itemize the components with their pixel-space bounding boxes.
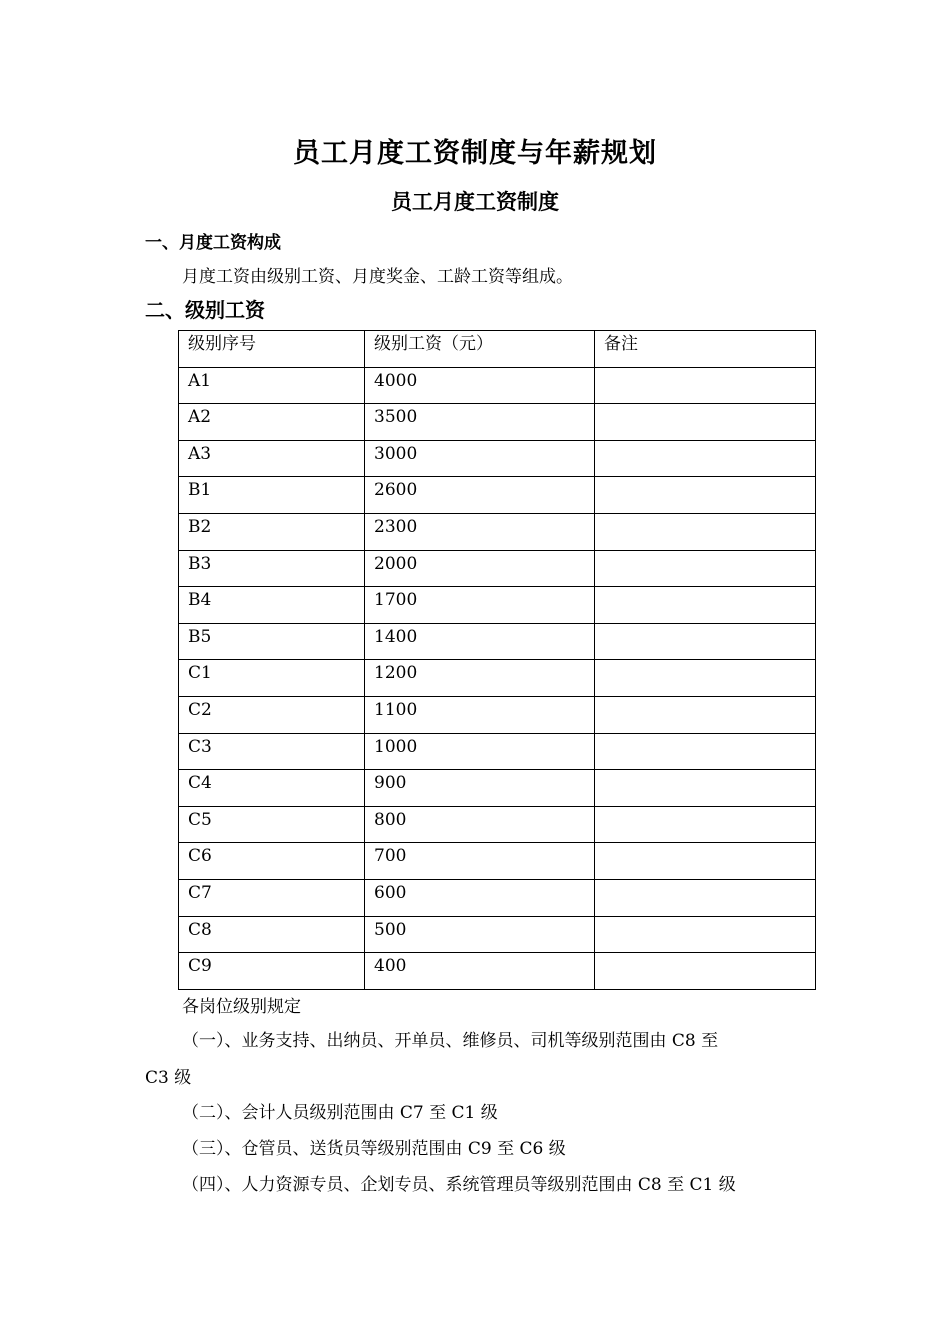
header-salary: 级别工资（元） bbox=[365, 331, 595, 368]
rule-1-continued: C3 级 bbox=[145, 1068, 192, 1088]
cell-salary: 900 bbox=[365, 770, 595, 807]
table-row bbox=[179, 660, 816, 697]
cell-grade: C7 bbox=[179, 879, 365, 916]
cell-remark bbox=[595, 550, 816, 587]
table-row bbox=[179, 770, 816, 807]
cell-remark bbox=[595, 513, 816, 550]
cell-remark bbox=[595, 879, 816, 916]
cell-salary: 3500 bbox=[365, 404, 595, 441]
table-row bbox=[179, 550, 816, 587]
cell-grade: B4 bbox=[179, 587, 365, 624]
cell-grade: C3 bbox=[179, 733, 365, 770]
cell-grade: C9 bbox=[179, 953, 365, 990]
table-row bbox=[179, 477, 816, 514]
grade-salary-table-body bbox=[179, 331, 816, 990]
cell-salary: 2300 bbox=[365, 513, 595, 550]
cell-salary: 1400 bbox=[365, 623, 595, 660]
table-row bbox=[179, 806, 816, 843]
cell-remark bbox=[595, 587, 816, 624]
cell-salary: 500 bbox=[365, 916, 595, 953]
cell-salary: 1000 bbox=[365, 733, 595, 770]
grade-salary-table bbox=[178, 330, 816, 990]
table-row bbox=[179, 696, 816, 733]
cell-grade: A3 bbox=[179, 440, 365, 477]
cell-remark bbox=[595, 953, 816, 990]
cell-salary: 600 bbox=[365, 879, 595, 916]
cell-salary: 1200 bbox=[365, 660, 595, 697]
table-row bbox=[179, 367, 816, 404]
section1-text: 月度工资由级别工资、月度奖金、工龄工资等组成。 bbox=[182, 267, 573, 287]
cell-salary: 4000 bbox=[365, 367, 595, 404]
cell-remark bbox=[595, 843, 816, 880]
header-remark: 备注 bbox=[595, 331, 816, 368]
cell-grade: C4 bbox=[179, 770, 365, 807]
cell-salary: 400 bbox=[365, 953, 595, 990]
table-row bbox=[179, 843, 816, 880]
cell-remark bbox=[595, 660, 816, 697]
rule-3: （三）、仓管员、送货员等级别范围由 C9 至 C6 级 bbox=[182, 1139, 566, 1159]
header-grade: 级别序号 bbox=[179, 331, 365, 368]
table-row bbox=[179, 916, 816, 953]
cell-grade: C6 bbox=[179, 843, 365, 880]
table-row bbox=[179, 404, 816, 441]
table-row bbox=[179, 879, 816, 916]
table-row bbox=[179, 733, 816, 770]
cell-remark bbox=[595, 404, 816, 441]
cell-remark bbox=[595, 770, 816, 807]
cell-grade: B1 bbox=[179, 477, 365, 514]
cell-salary: 2600 bbox=[365, 477, 595, 514]
cell-grade: B2 bbox=[179, 513, 365, 550]
cell-grade: C1 bbox=[179, 660, 365, 697]
table-row bbox=[179, 623, 816, 660]
cell-remark bbox=[595, 477, 816, 514]
cell-remark bbox=[595, 696, 816, 733]
cell-remark bbox=[595, 440, 816, 477]
cell-grade: B3 bbox=[179, 550, 365, 587]
cell-grade: B5 bbox=[179, 623, 365, 660]
rule-2: （二）、会计人员级别范围由 C7 至 C1 级 bbox=[182, 1103, 498, 1123]
rule-1: （一）、业务支持、出纳员、开单员、维修员、司机等级别范围由 C8 至 bbox=[182, 1031, 719, 1051]
table-header-row bbox=[179, 331, 816, 368]
cell-remark bbox=[595, 367, 816, 404]
section1-heading: 一、月度工资构成 bbox=[145, 233, 281, 253]
cell-remark bbox=[595, 916, 816, 953]
rule-4: （四）、人力资源专员、企划专员、系统管理员等级别范围由 C8 至 C1 级 bbox=[182, 1175, 736, 1195]
cell-remark bbox=[595, 733, 816, 770]
table-row bbox=[179, 953, 816, 990]
document-subtitle: 员工月度工资制度 bbox=[391, 190, 559, 214]
cell-salary: 3000 bbox=[365, 440, 595, 477]
cell-salary: 1100 bbox=[365, 696, 595, 733]
cell-salary: 700 bbox=[365, 843, 595, 880]
rules-title: 各岗位级别规定 bbox=[182, 997, 301, 1017]
table-row bbox=[179, 440, 816, 477]
cell-grade: C2 bbox=[179, 696, 365, 733]
section2-heading: 二、级别工资 bbox=[145, 298, 265, 322]
cell-salary: 2000 bbox=[365, 550, 595, 587]
document-title: 员工月度工资制度与年薪规划 bbox=[293, 138, 657, 169]
table-row bbox=[179, 587, 816, 624]
cell-grade: C8 bbox=[179, 916, 365, 953]
cell-salary: 800 bbox=[365, 806, 595, 843]
cell-remark bbox=[595, 806, 816, 843]
cell-salary: 1700 bbox=[365, 587, 595, 624]
table-row bbox=[179, 513, 816, 550]
cell-grade: A1 bbox=[179, 367, 365, 404]
cell-grade: A2 bbox=[179, 404, 365, 441]
cell-grade: C5 bbox=[179, 806, 365, 843]
cell-remark bbox=[595, 623, 816, 660]
